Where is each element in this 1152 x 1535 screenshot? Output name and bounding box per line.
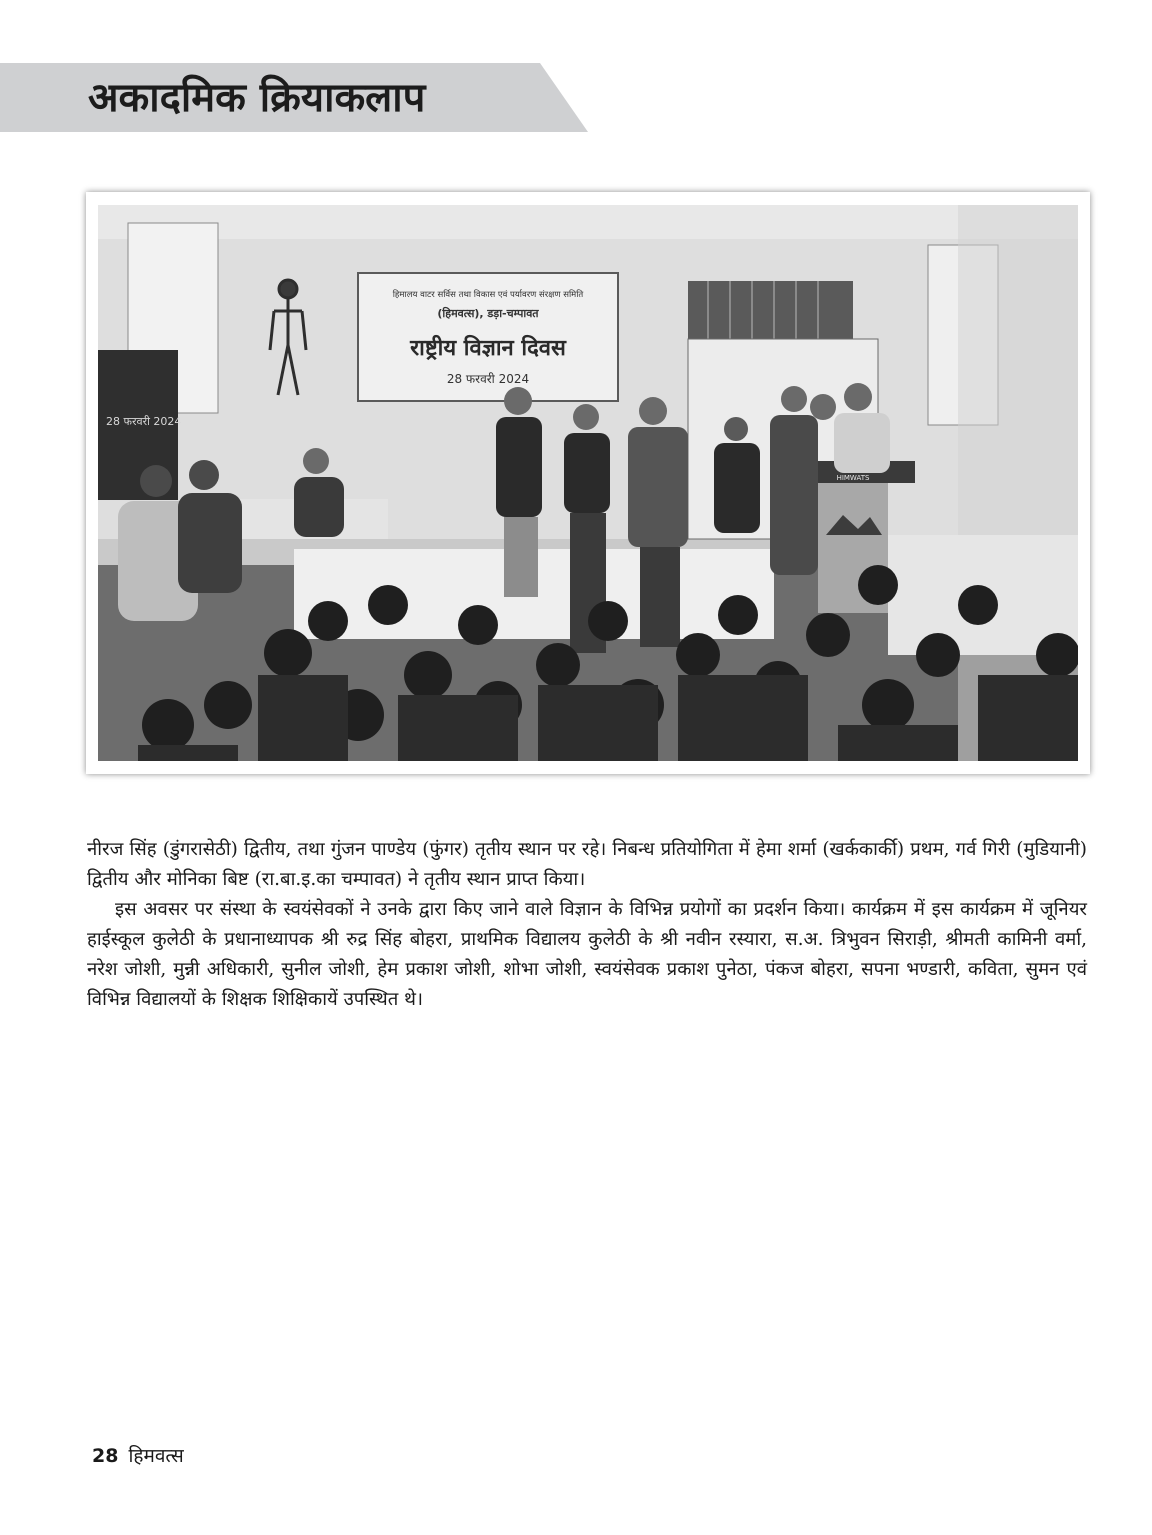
banner-line-3: राष्ट्रीय विज्ञान दिवस	[410, 336, 566, 361]
article-paragraph-1: नीरज सिंह (डुंगरासेठी) द्वितीय, तथा गुंजन पाण्डेय (फुंगर) तृतीय स्थान पर रहे। निबन्ध प्रतियोगिता में हेमा शर्मा (खर्ककार्की) प्रथम, गर्व गिरी (मुडियानी) द्वितीय और मोनिका बिष्ट (रा.बा.इ.का चम्पावत) ने तृतीय स्थान प्राप्त किया।	[87, 839, 1087, 890]
article-paragraph-2: इस अवसर पर संस्था के स्वयंसेवकों ने उनके द्वारा किए जाने वाले विज्ञान के विभिन्न प्रयोगों का प्रदर्शन किया। कार्यक्रम में इस कार्यक्रम में जूनियर हाईस्कूल कुलेठी के प्रधानाध्यापक श्री रुद्र सिंह बोहरा, प्राथमिक विद्यालय कुलेठी के श्री नवीन रस्यारा, स.अ. त्रिभुवन सिराड़ी, श्रीमती कामिनी वर्मा, नरेश जोशी, मुन्नी अधिकारी, सुनील जोशी, हेम प्रकाश जोशी, शोभा जोशी, स्वयंसेवक प्रकाश पुनेठा, पंकज बोहरा, सपना भण्डारी, कविता, सुमन एवं विभिन्न विद्यालयों के शिक्षक शिक्षिकायें उपस्थित थे।	[87, 899, 1087, 1010]
banner-line-2: (हिमवत्स), डड़ा-चम्पावत	[437, 307, 539, 320]
blackboard-text: 28 फरवरी 2024	[106, 415, 182, 428]
page-footer	[92, 1442, 184, 1472]
banner-line-1: हिमालय वाटर सर्विस तथा विकास एवं पर्यावरण संरक्षण समिति	[392, 290, 584, 300]
podium-brand-en: HIMWATS	[836, 474, 870, 482]
banner-line-4: 28 फरवरी 2024	[446, 372, 530, 386]
page-number: 28	[92, 1445, 119, 1467]
photo-frame	[86, 192, 1090, 774]
publication-name: हिमवत्स	[128, 1445, 184, 1467]
article-body	[87, 835, 1087, 1015]
section-title: अकादमिक क्रियाकलाप	[88, 75, 426, 121]
event-photo	[98, 205, 1078, 761]
